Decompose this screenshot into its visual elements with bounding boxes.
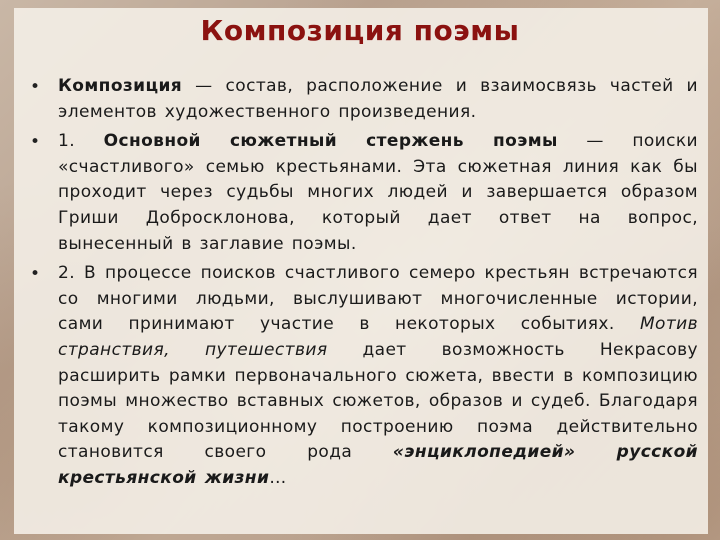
- term-bold: Композиция: [58, 76, 183, 96]
- bullet-text: [58, 74, 698, 125]
- bullet-text: [58, 129, 698, 257]
- bullet-marker: •: [30, 77, 41, 97]
- slide-title: Композиция поэмы: [200, 14, 520, 47]
- bullet-item-3: [30, 261, 698, 491]
- description-text: — поиски «счастливого» семью крестьянами. Эта сюжетная линия как бы проходит через судьбы многих людей и завершается образом Гриши Добросклонова, который дает ответ на вопрос, вынесенный в заглавие поэмы.: [58, 131, 698, 254]
- term-bold: Основной сюжетный стержень поэмы: [103, 131, 558, 152]
- bullet-marker: •: [30, 132, 41, 153]
- bullet-item-1: [30, 74, 698, 125]
- body-text-start: 2. В процессе поисков счастливого семеро крестьян встречаются со многими людьми, выслушивают многочисленные истории, сами принимают участие в некоторых событиях.: [58, 263, 698, 335]
- ellipsis: …: [269, 467, 287, 488]
- bold-italic-phrase: «энциклопедией» русской крестьянской жизни: [58, 442, 698, 488]
- number-prefix: 1.: [58, 131, 104, 152]
- bullet-item-2: [30, 129, 698, 257]
- definition-text: — состав, расположение и взаимосвязь частей и элементов художественного произведения.: [58, 76, 698, 122]
- bullet-text: [58, 261, 698, 491]
- bullet-marker: •: [30, 264, 41, 285]
- slide-content: [30, 74, 698, 496]
- body-text-middle: дает возможность Некрасову расширить рамки первоначального сюжета, ввести в композицию поэмы множество вставных сюжетов, образов и судеб. Благодаря такому композиционному построению поэма действительно становится своего рода: [58, 339, 698, 463]
- italic-phrase: Мотив странствия, путешествия: [58, 314, 698, 360]
